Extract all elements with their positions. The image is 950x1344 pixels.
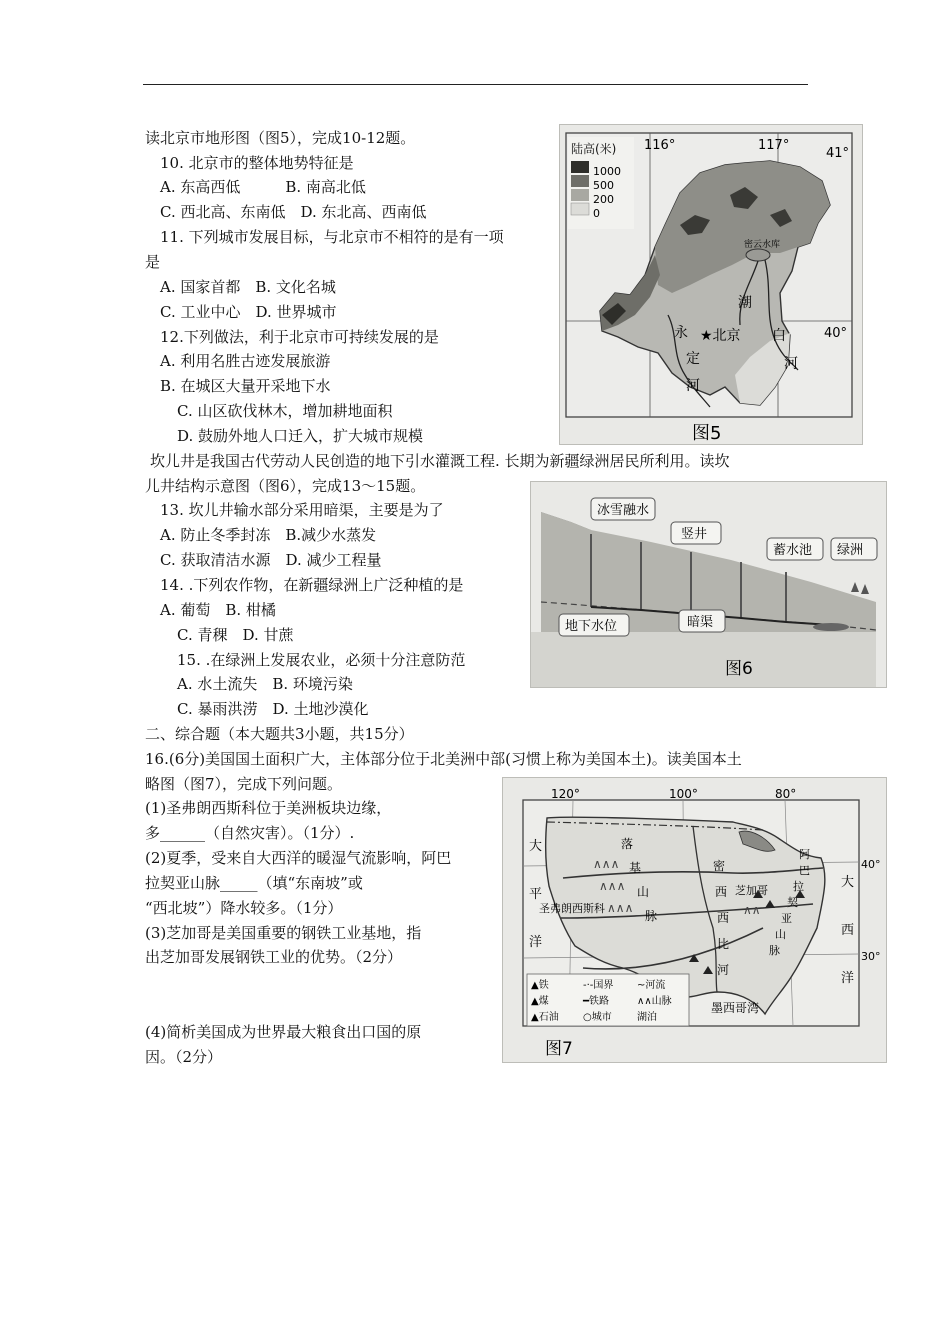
fig7-app-2: 巴: [799, 864, 810, 877]
question-11: 11. 下列城市发展目标，与北京市不相符的是有一项: [160, 228, 504, 246]
question-16-1-cont: 多______（自然灾害）。（1分）.: [145, 824, 355, 842]
figure-6-karez-diagram: [530, 481, 887, 688]
fig5-chao-label: 潮: [738, 295, 752, 311]
fig5-bai-label-2: 河: [784, 356, 798, 372]
option-10-cd: C. 西北高、东南低 D. 东北高、西南低: [160, 203, 427, 221]
fig7-lat-40: 40°: [861, 858, 881, 871]
figure-7-usa-map: [502, 777, 887, 1063]
fig5-beijing-label: ★北京: [700, 328, 741, 344]
figure-5-svg: [560, 125, 862, 444]
header-rule: [143, 84, 808, 85]
fig7-app-1: 阿: [799, 848, 810, 861]
fig7-chicago-label: 芝加哥: [735, 884, 768, 897]
fig5-yongding-label-2: 定: [686, 351, 700, 367]
fig7-atlantic-3: 洋: [841, 971, 855, 986]
figure-6-svg: [531, 482, 886, 687]
question-16-3: (3)芝加哥是美国重要的钢铁工业基地，指: [145, 924, 422, 942]
fig5-lon-117: 117°: [758, 138, 790, 153]
question-15: 15. .在绿洲上发展农业，必须十分注意防范: [177, 651, 466, 669]
fig7-pacific-1: 大: [529, 839, 543, 854]
fig5-reservoir-label: 密云水库: [744, 240, 781, 250]
question-16-4-cont: 因。（2分）: [145, 1048, 223, 1066]
fig5-lat-41: 41°: [826, 146, 850, 161]
option-10-ab: A. 东高西低 B. 南高北低: [160, 178, 366, 196]
fig5-legend-0: 0: [593, 207, 600, 220]
fig7-app-6: 山: [775, 928, 786, 941]
fig5-bai-label-1: 白: [772, 328, 786, 344]
intro-fig6: 坎儿井是我国古代劳动人民创造的地下引水灌溉工程. 长期为新疆绿洲居民所利用。读坎: [150, 452, 730, 470]
fig7-legend-lake: 湖泊: [637, 1012, 657, 1023]
fig5-legend-200: 200: [593, 193, 614, 206]
option-12-d: D. 鼓励外地人口迁入，扩大城市规模: [177, 427, 424, 445]
fig7-app-4: 契: [787, 896, 798, 909]
fig5-legend-1000: 1000: [593, 165, 621, 178]
fig7-legend-railway: ━铁路: [583, 996, 610, 1007]
fig6-groundwater-label: 地下水位: [565, 619, 618, 634]
option-15-cd: C. 暴雨洪涝 D. 土地沙漠化: [177, 700, 369, 718]
option-12-c: C. 山区砍伐林木，增加耕地面积: [177, 402, 393, 420]
fig7-pacific-3: 洋: [529, 935, 543, 950]
section-2-heading: 二、综合题（本大题共3小题，共15分）: [145, 725, 414, 743]
fig7-lon-120: 120°: [551, 787, 580, 801]
fig7-legend-river: ~河流: [637, 980, 666, 991]
option-11-ab: A. 国家首都 B. 文化名城: [160, 278, 336, 296]
fig6-snow-label: 冰雪融水: [597, 503, 650, 518]
fig7-rocky-2: 基: [629, 861, 642, 875]
question-16-2: (2)夏季，受来自大西洋的暖湿气流影响，阿巴: [145, 849, 452, 867]
fig7-legend-city: ○城市: [583, 1012, 612, 1023]
fig6-pool-label: 蓄水池: [773, 543, 813, 558]
option-12-b: B. 在城区大量开采地下水: [160, 377, 331, 395]
svg-text:∧∧∧: ∧∧∧: [607, 901, 634, 915]
question-16-2-cont: 拉契亚山脉_____（填“东南坡”或: [145, 874, 363, 892]
question-16-2-end: “西北坡”）降水较多。（1分）: [145, 899, 343, 917]
fig7-rocky-4: 脉: [645, 909, 658, 923]
fig7-sf-label: 圣弗朗西斯科: [539, 902, 605, 915]
question-12: 12.下列做法，利于北京市可持续发展的是: [160, 328, 439, 346]
svg-text:∧∧∧: ∧∧∧: [593, 857, 620, 871]
figure-7-svg: [503, 778, 886, 1062]
figure-5-beijing-map: [559, 124, 863, 445]
fig5-yongding-label-1: 永: [674, 325, 688, 341]
fig6-oasis-label: 绿洲: [837, 543, 864, 558]
option-13-cd: C. 获取清洁水源 D. 减少工程量: [160, 551, 382, 569]
svg-text:∧∧∧: ∧∧∧: [599, 879, 626, 893]
fig7-miss-5: 河: [717, 963, 730, 977]
question-16-1: (1)圣弗朗西斯科位于美洲板块边缘，: [145, 799, 392, 817]
fig7-atlantic-2: 西: [841, 923, 855, 938]
fig7-legend-mountain: ∧∧山脉: [637, 996, 672, 1007]
fig5-legend-title: 陆高(米): [571, 142, 617, 156]
fig7-legend-iron: ▲铁: [531, 980, 549, 991]
question-10: 10. 北京市的整体地势特征是: [160, 154, 354, 172]
fig7-app-7: 脉: [769, 944, 780, 957]
fig7-atlantic-1: 大: [841, 875, 855, 890]
fig7-lon-100: 100°: [669, 787, 698, 801]
option-11-cd: C. 工业中心 D. 世界城市: [160, 303, 337, 321]
fig7-legend-coal: ▲煤: [531, 996, 549, 1007]
fig7-lon-80: 80°: [775, 787, 797, 801]
fig7-miss-4: 比: [717, 937, 730, 951]
option-14-cd: C. 青稞 D. 甘蔗: [177, 626, 294, 644]
fig5-legend-500: 500: [593, 179, 614, 192]
fig6-caption: 图6: [725, 659, 753, 679]
fig7-lat-30: 30°: [861, 950, 881, 963]
question-11-cont: 是: [145, 253, 161, 271]
fig5-yongding-label-3: 河: [686, 378, 700, 394]
fig7-app-3: 拉: [793, 880, 804, 893]
question-13: 13. 坎儿井输水部分采用暗渠，主要是为了: [160, 501, 444, 519]
fig7-pacific-2: 平: [529, 887, 543, 902]
question-16-cont: 略图（图7），完成下列问题。: [145, 775, 343, 793]
fig6-shaft-label: 竖井: [681, 527, 708, 542]
fig5-lat-40: 40°: [824, 326, 848, 341]
question-16-4: (4)简析美国成为世界最大粮食出口国的原: [145, 1023, 422, 1041]
option-14-ab: A. 葡萄 B. 柑橘: [160, 601, 276, 619]
fig7-legend-border: -·-国界: [583, 980, 614, 991]
option-12-a: A. 利用名胜古迹发展旅游: [160, 352, 331, 370]
intro-fig6-cont: 儿井结构示意图（图6），完成13～15题。: [145, 477, 426, 495]
intro-fig5: 读北京市地形图（图5），完成10-12题。: [145, 129, 416, 147]
fig7-gulf-label: 墨西哥湾: [711, 1001, 760, 1015]
option-15-ab: A. 水土流失 B. 环境污染: [177, 675, 353, 693]
fig7-rocky-1: 落: [621, 837, 634, 851]
fig7-miss-1: 密: [713, 859, 726, 873]
fig5-lon-116: 116°: [644, 138, 676, 153]
fig7-app-5: 亚: [781, 912, 792, 925]
fig6-canal-label: 暗渠: [687, 615, 714, 630]
question-16: 16.(6分)美国国土面积广大，主体部分位于北美洲中部(习惯上称为美国本土)。读美国本土: [145, 750, 742, 768]
question-16-3-cont: 出芝加哥发展钢铁工业的优势。（2分）: [145, 948, 403, 966]
option-13-ab: A. 防止冬季封冻 B.减少水蒸发: [160, 526, 377, 544]
svg-text:∧∧: ∧∧: [743, 903, 761, 917]
fig7-miss-2: 西: [715, 885, 728, 899]
fig5-caption: 图5: [692, 423, 722, 444]
fig7-miss-3: 西: [717, 911, 730, 925]
fig7-legend-oil: ▲石油: [531, 1012, 559, 1023]
question-14: 14. .下列农作物，在新疆绿洲上广泛种植的是: [160, 576, 464, 594]
fig7-rocky-3: 山: [637, 885, 650, 899]
fig7-caption: 图7: [545, 1039, 573, 1059]
